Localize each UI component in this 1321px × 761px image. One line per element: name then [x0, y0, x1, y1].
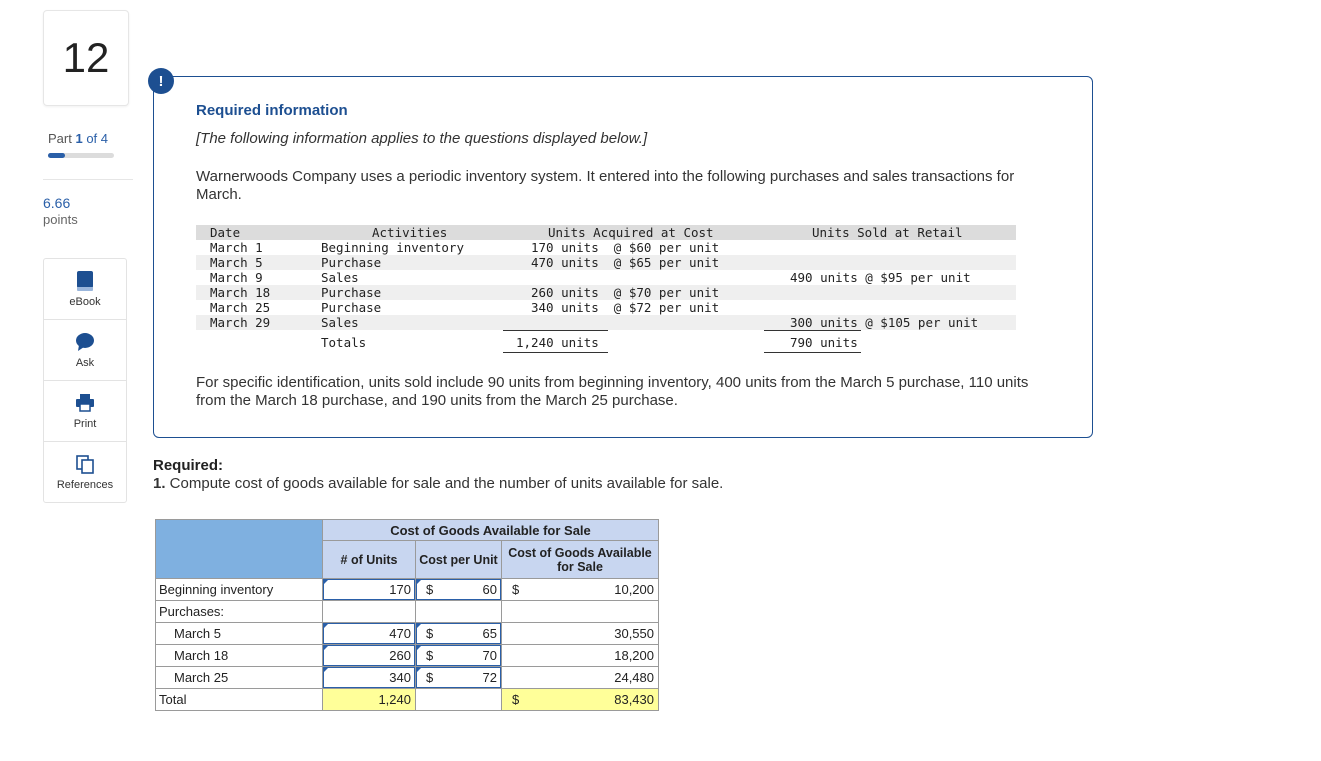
beginning-cogas-cell — [502, 579, 659, 601]
part-indicator — [48, 131, 108, 146]
mar25-cogas-cell — [502, 667, 659, 689]
row-activity: Purchase — [321, 255, 382, 270]
row-activity: Sales — [321, 315, 359, 330]
row-date: March 1 — [210, 240, 263, 255]
cogas-value: 10,200 — [614, 582, 654, 597]
table-row — [156, 579, 659, 601]
dollar-sign: $ — [512, 692, 520, 707]
cost-value: 65 — [482, 626, 497, 641]
cogas-value: 18,200 — [614, 648, 654, 663]
row-acquired: 170 units @ $60 per unit — [531, 240, 720, 255]
required-heading: Required: — [153, 457, 224, 474]
mar5-cost-input[interactable] — [416, 623, 502, 645]
ebook-button[interactable] — [44, 259, 126, 320]
part-label: Part — [48, 131, 72, 146]
row-sold: 300 units @ $105 per unit — [790, 315, 979, 330]
header-activities: Activities — [372, 225, 448, 240]
units-value: 260 — [389, 648, 411, 663]
copy-icon — [75, 453, 95, 475]
row-date: March 9 — [210, 270, 263, 285]
dollar-sign: $ — [426, 670, 434, 685]
units-value: 340 — [389, 670, 411, 685]
header-acquired: Units Acquired at Cost — [548, 225, 714, 240]
row-acquired: 470 units @ $65 per unit — [531, 255, 720, 270]
group-header: Cost of Goods Available for Sale — [323, 520, 659, 541]
row-activity: Sales — [321, 270, 359, 285]
print-label: Print — [73, 418, 97, 430]
row-activity: Purchase — [321, 300, 382, 315]
dollar-sign: $ — [426, 626, 434, 641]
row-date: March 5 — [210, 255, 263, 270]
totals-sold: 790 units — [790, 335, 858, 350]
total-units-cell — [323, 689, 416, 711]
table-row — [156, 601, 659, 623]
row-acquired: 340 units @ $72 per unit — [531, 300, 720, 315]
ebook-label: eBook — [69, 296, 101, 308]
mar5-cogas-cell — [502, 623, 659, 645]
row-label: Total — [156, 689, 323, 711]
row-activity: Beginning inventory — [321, 240, 464, 255]
transactions-header-row — [196, 225, 1016, 240]
chat-bubble-icon — [75, 331, 95, 353]
empty-cell — [323, 601, 416, 623]
intro-text: Warnerwoods Company uses a periodic inventory system. It entered into the following purchases and sales transactions for March. — [196, 168, 1015, 203]
mar25-units-input[interactable] — [323, 667, 416, 689]
cost-value: 72 — [482, 670, 497, 685]
references-button[interactable] — [44, 442, 126, 502]
cogas-value: 30,550 — [614, 626, 654, 641]
purchases-label: Purchases: — [156, 601, 323, 623]
part-progress-bar — [48, 153, 114, 158]
units-value: 470 — [389, 626, 411, 641]
table-row — [156, 645, 659, 667]
totals-row — [196, 335, 1016, 350]
acquired-total-rule — [503, 330, 608, 331]
row-acquired: 260 units @ $70 per unit — [531, 285, 720, 300]
mar18-units-input[interactable] — [323, 645, 416, 667]
row-activity: Purchase — [321, 285, 382, 300]
points-label: points — [43, 212, 78, 227]
mar18-cogas-cell — [502, 645, 659, 667]
col-header-units: # of Units — [323, 541, 416, 579]
table-row — [196, 255, 1016, 270]
points-value: 6.66 — [43, 195, 71, 211]
mar18-cost-input[interactable] — [416, 645, 502, 667]
table-row — [156, 667, 659, 689]
sold-total-rule — [764, 330, 861, 331]
references-label: References — [56, 479, 114, 491]
cogas-answer-table — [155, 519, 659, 711]
cogas-value: 24,480 — [614, 670, 654, 685]
table-row — [196, 285, 1016, 300]
question-index: 1. — [153, 475, 166, 492]
col-header-cost-per-unit: Cost per Unit — [416, 541, 502, 579]
row-label: Beginning inventory — [156, 579, 323, 601]
ask-button[interactable] — [44, 320, 126, 381]
row-label: March 18 — [156, 645, 323, 667]
total-cogas-cell — [502, 689, 659, 711]
book-icon — [76, 270, 94, 292]
info-note: [The following information applies to the questions displayed below.] — [196, 130, 648, 147]
table-row — [156, 689, 659, 711]
dollar-sign: $ — [512, 582, 520, 597]
part-of: of 4 — [86, 131, 109, 146]
beginning-cost-input[interactable] — [416, 579, 502, 601]
col-header-cogas: Cost of Goods Available for Sale — [502, 541, 659, 579]
table-row — [196, 315, 1016, 330]
beginning-units-input[interactable] — [323, 579, 416, 601]
cost-value: 60 — [482, 582, 497, 597]
table-row — [156, 623, 659, 645]
table-row — [196, 240, 1016, 255]
print-button[interactable] — [44, 381, 126, 442]
row-label: March 5 — [156, 623, 323, 645]
units-value: 1,240 — [378, 692, 411, 707]
table-row — [196, 300, 1016, 315]
empty-cell — [502, 601, 659, 623]
row-label: March 25 — [156, 667, 323, 689]
row-date: March 25 — [210, 300, 271, 315]
row-date: March 18 — [210, 285, 271, 300]
empty-cell — [416, 689, 502, 711]
required-question — [153, 475, 723, 492]
row-date: March 29 — [210, 315, 271, 330]
header-date: Date — [210, 225, 241, 240]
empty-cell — [416, 601, 502, 623]
totals-label: Totals — [321, 335, 367, 350]
units-value: 170 — [389, 582, 411, 597]
ask-label: Ask — [75, 357, 95, 369]
table-row — [196, 270, 1016, 285]
dollar-sign: $ — [426, 648, 434, 663]
part-progress-fill — [48, 153, 65, 158]
required-info-title: Required information — [196, 102, 348, 119]
totals-acquired: 1,240 units — [516, 335, 599, 350]
sold-total-underline — [764, 352, 861, 353]
table-header-blank — [156, 520, 323, 579]
specific-identification-text: For specific identification, units sold include 90 units from beginning inventory, 400 units from the March 5 purchase, 110 units from the March 18 purchase, and 190 units from the March 25 purchase. — [196, 374, 1029, 409]
acquired-total-underline — [503, 352, 608, 353]
part-number: 1 — [75, 131, 83, 146]
tool-panel — [43, 258, 127, 503]
mar25-cost-input[interactable] — [416, 667, 502, 689]
cost-value: 70 — [482, 648, 497, 663]
printer-icon — [75, 392, 95, 414]
alert-icon: ! — [148, 68, 174, 94]
left-divider — [43, 179, 133, 180]
row-sold: 490 units @ $95 per unit — [790, 270, 971, 285]
mar5-units-input[interactable] — [323, 623, 416, 645]
cogas-value: 83,430 — [614, 692, 654, 707]
question-number: 12 — [43, 10, 129, 106]
dollar-sign: $ — [426, 582, 434, 597]
question-text: Compute cost of goods available for sale and the number of units available for sale. — [165, 475, 724, 492]
header-sold: Units Sold at Retail — [812, 225, 963, 240]
